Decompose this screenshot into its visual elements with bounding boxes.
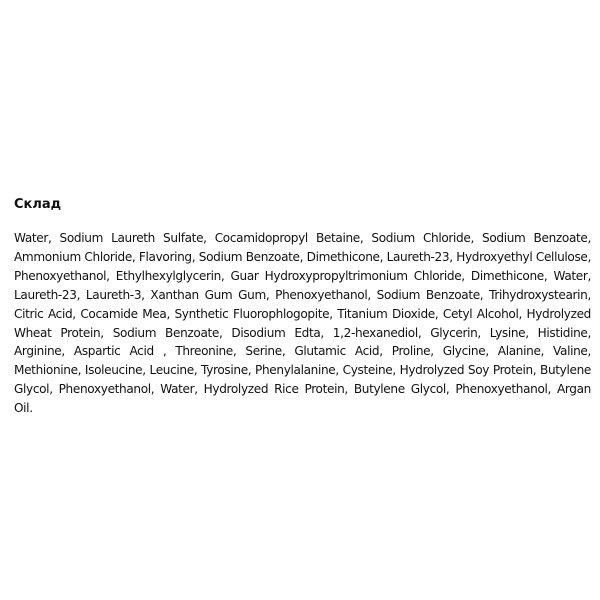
section-heading: Склад [14,197,62,212]
composition-section [14,196,591,418]
ingredients-text: Water, Sodium Laureth Sulfate, Cocamidopropyl Betaine, Sodium Chloride, Sodium Benzoate, Ammonium Chloride, Flavoring, Sodium Benzoate, Dimethicone, Laureth-23, Hydroxyethyl Cellulose, Phenoxyethanol, Ethylhexylglycerin, Guar Hydroxypropyltrimonium Chloride, Dimethicone, Water, Laureth-23, Laureth-3, Xanthan Gum Gum, Phenoxyethanol, Sodium Benzoate, Trihydroxystearin, Citric Acid, Cocamide Mea, Synthetic Fluorophlogopite, Titanium Dioxide, Cetyl Alcohol, Hydrolyzed Wheat Protein, Sodium Benzoate, Disodium Edta, 1,2-hexanediol, Glycerin, Lysine, Histidine, Arginine, Aspartic Acid , Threonine, Serine, Glutamic Acid, Proline, Glycine, Alanine, Valine, Methionine, Isoleucine, Leucine, Tyrosine, Phenylalanine, Cysteine, Hydrolyzed Soy Protein, Butylene Glycol, Phenoxyethanol, Water, Hydrolyzed Rice Protein, Butylene Glycol, Phenoxyethanol, Argan Oil. [14,231,591,416]
